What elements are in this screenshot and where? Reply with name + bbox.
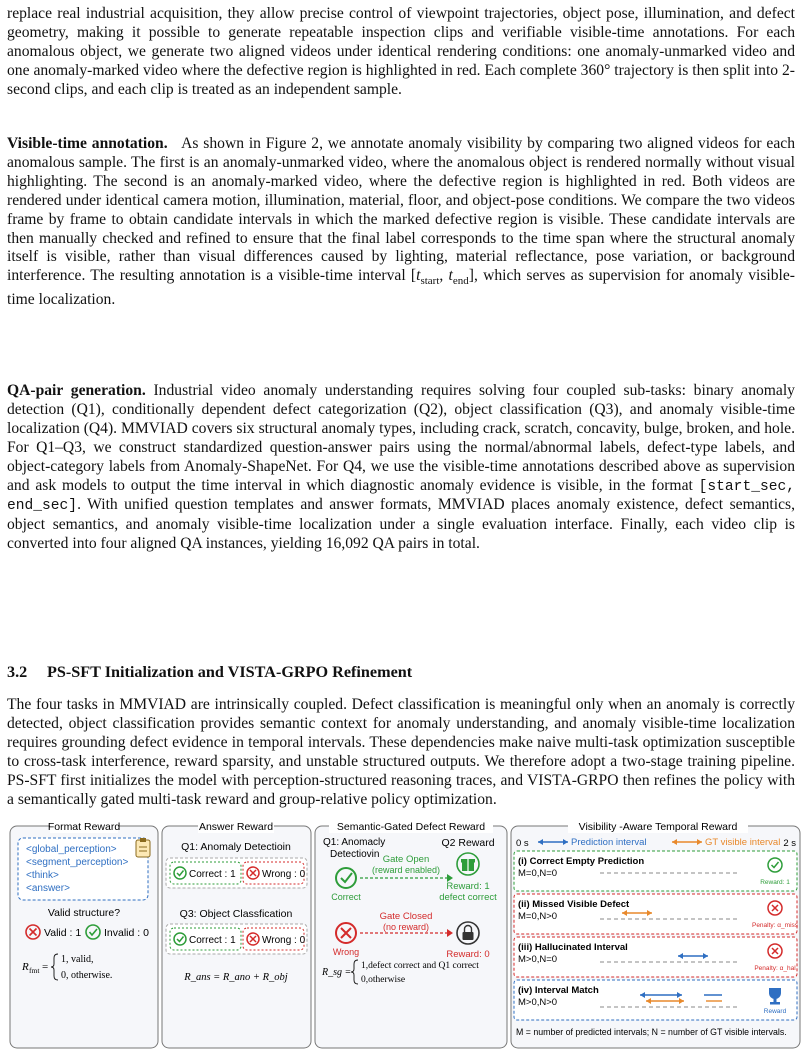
q2-reward-label: Q2 Reward bbox=[441, 837, 495, 849]
svg-text:fmt: fmt bbox=[29, 966, 40, 975]
svg-text:(iv) Interval Match: (iv) Interval Match bbox=[518, 985, 599, 996]
q3-wrong-label: Wrong : 0 bbox=[262, 935, 306, 946]
reward-one-sub: defect correct bbox=[439, 892, 497, 903]
svg-text:0,otherwise: 0,otherwise bbox=[361, 975, 406, 985]
svg-text:(i) Correct Empty Prediction: (i) Correct Empty Prediction bbox=[518, 856, 645, 867]
format-reward-title: Format Reward bbox=[47, 821, 121, 833]
temporal-footnote: M = number of predicted intervals; N = number of GT visible intervals. bbox=[516, 1027, 787, 1037]
run-in-heading: QA-pair generation. bbox=[7, 382, 146, 399]
case-hallucinated bbox=[514, 937, 797, 977]
svg-text:M=0,N>0: M=0,N>0 bbox=[518, 911, 558, 922]
q3-object-classification: Q3: Object Classfication bbox=[179, 908, 293, 920]
temporal-reward-panel bbox=[511, 817, 800, 1048]
trophy-icon bbox=[769, 988, 781, 1005]
reward-figure bbox=[0, 794, 808, 1056]
tag-segment-perception: <segment_perception> bbox=[26, 857, 129, 868]
q1-correct-label: Correct : 1 bbox=[189, 869, 236, 880]
svg-text:GT visible interval: GT visible interval bbox=[705, 837, 781, 848]
time-start-label: 0 s bbox=[516, 838, 529, 849]
semantic-gated-title: Semantic-Gated Defect Reward bbox=[336, 821, 486, 833]
answer-reward-formula: R_ans = R_ano + R_obj bbox=[184, 972, 288, 983]
svg-text:(ii) Missed Visible Defect: (ii) Missed Visible Defect bbox=[518, 899, 630, 910]
valid-structure-question: Valid structure? bbox=[47, 907, 121, 919]
gated-q1-label-2: Detectiovin bbox=[330, 849, 380, 860]
gate-open-sub: (reward enabled) bbox=[371, 865, 441, 875]
q1-anomaly-detection: Q1: Anomaly Detectioin bbox=[181, 841, 291, 853]
tag-think: <think> bbox=[26, 870, 59, 881]
format-code: [start_sec, end_sec] bbox=[7, 478, 795, 515]
gate-closed-sub: (no reward) bbox=[382, 922, 430, 932]
gate-open-label: Gate Open bbox=[382, 854, 430, 865]
svg-text:Prediction interval: Prediction interval bbox=[571, 837, 647, 848]
section-heading bbox=[7, 663, 795, 682]
q1-wrong-label: Wrong : 0 bbox=[262, 869, 306, 880]
invalid-label: Invalid : 0 bbox=[104, 927, 149, 939]
case-correct-empty bbox=[514, 851, 797, 891]
svg-text:1,defect correct and Q1 correc: 1,defect correct and Q1 correct bbox=[361, 961, 479, 971]
reward-zero-label: Reward: 0 bbox=[446, 949, 490, 960]
svg-text:M>0,N>0: M>0,N>0 bbox=[518, 997, 558, 1008]
svg-text:M=0,N=0: M=0,N=0 bbox=[518, 868, 558, 879]
svg-text:R: R bbox=[22, 961, 29, 973]
paragraph-two-stage: The four tasks in MMVIAD are intrinsically coupled. Defect classification is meaningful only when an anomaly is correctly detected, object classification provides semantic context for anomaly understanding, and anomaly visible-time localization requires grounding defect evidence in temporal intervals. These dependencies make naive multi-task optimization susceptible to cross-task interference, reward sparsity, and unstable structured outputs. We therefore adopt a two-stage training pipeline. PS-SFT first initializes the model with perception-structured reasoning traces, and VISTA-GRPO then refines the policy with a semantically gated multi-task reward and group-relative policy optimization. bbox=[7, 696, 795, 808]
section-title: PS-SFT Initialization and VISTA-GRPO Refinement bbox=[47, 663, 413, 681]
svg-text:=: = bbox=[42, 961, 49, 973]
svg-text:R_sg =: R_sg = bbox=[322, 967, 352, 978]
wrong-label: Wrong bbox=[332, 947, 360, 957]
semantic-gated-panel bbox=[315, 817, 507, 1048]
paragraph-intro-continued: replace real industrial acquisition, they allow precise control of viewpoint trajectories, object pose, illumination, and defect geometry, making it possible to generate repeatable inspection clips and verifiable visible-time annotations. For each anomalous object, we generate two aligned videos under identical rendering conditions: one anomaly-unmarked video and one anomaly-marked video where the defective region is highlighted in red. Each complete 360° trajectory is then split into 2-second clips, and each clip is treated as an independent sample. bbox=[7, 5, 795, 98]
answer-reward-title: Answer Reward bbox=[198, 821, 274, 833]
gate-closed-label: Gate Closed bbox=[379, 911, 433, 922]
svg-text:Penalty: α_miss: Penalty: α_miss bbox=[751, 922, 799, 929]
valid-label: Valid : 1 bbox=[44, 927, 82, 939]
tag-answer: <answer> bbox=[26, 883, 70, 894]
svg-text:Reward: Reward bbox=[763, 1008, 787, 1015]
answer-reward-panel bbox=[162, 817, 311, 1048]
svg-text:1, valid,: 1, valid, bbox=[61, 954, 94, 965]
case-missed-visible bbox=[514, 894, 799, 934]
reward-one-label: Reward: 1 bbox=[446, 881, 490, 892]
paragraph-qa-pair: QA-pair generation. Industrial video anomaly understanding requires solving four coupled sub-tasks: binary anomaly detection (Q1), conditionally dependent defect categorization (Q2), object classification (Q3), and anomaly visible-time localization (Q4). MMVIAD covers six structural anomaly types, including crack, scratch, concavity, bulge, broken, and hole. For Q1–Q3, we construct standardized question-answer pairs using the normal/abnormal labels, defect-type labels, and object-category labels from Anomaly-ShapeNet. For Q4, we use the visible-time annotations described above as supervision and ask models to output the time interval in which diagnostic anomaly evidence is visible, in the format [start_sec, end_sec]. With unified question templates and answer formats, MMVIAD places anomaly existence, defect semantics, object semantics, and anomaly visible-time localization under a single evaluation interface. Finally, each video clip is converted into four aligned QA instances, yielding 16,092 QA pairs in total. bbox=[7, 382, 795, 553]
svg-text:0, otherwise.: 0, otherwise. bbox=[61, 970, 113, 981]
q3-correct-label: Correct : 1 bbox=[189, 935, 236, 946]
paragraph-visible-time: Visible-time annotation. As shown in Figure 2, we annotate anomaly visibility by comparing two aligned videos for each anomalous sample. The first is an anomaly-unmarked video, where the anomalous object is rendered normally without visual highlighting. The second is an anomaly-marked video, where the defective region is highlighted in red. Both videos are rendered under identical camera motion, illumination, material, floor, and object-pose conditions. We compare the two videos frame by frame to obtain candidate intervals in which the marked defective region is visible. These candidate intervals are then manually checked and refined to ensure that the final label corresponds to the time span where the structural anomaly itself is visible, rather than visual differences caused by lighting, material reflectance, pose variation, or background interference. The resulting annotation is a visible-time interval [$t_{start}$, $t_{end}$], which serves as supervision for anomaly visible-time localization. bbox=[7, 135, 795, 309]
svg-text:Penalty: α_hal: Penalty: α_hal bbox=[754, 965, 796, 972]
correct-label: Correct bbox=[331, 892, 361, 902]
svg-text:M>0,N=0: M>0,N=0 bbox=[518, 954, 558, 965]
case-interval-match bbox=[514, 980, 797, 1020]
svg-text:(iii) Hallucinated Interval: (iii) Hallucinated Interval bbox=[518, 942, 628, 953]
time-end-label: 2 s bbox=[783, 838, 796, 849]
run-in-heading: Visible-time annotation. bbox=[7, 135, 168, 152]
format-reward-panel bbox=[10, 817, 158, 1048]
clipboard-icon bbox=[136, 838, 150, 857]
math-interval: [$t_{start}$, $t_{end}$] bbox=[410, 267, 474, 288]
gated-q1-label: Q1: Anomacly bbox=[323, 837, 386, 848]
tag-global-perception: <global_perception> bbox=[26, 844, 117, 855]
section-number: 3.2 bbox=[7, 663, 28, 681]
svg-text:Reward: 1: Reward: 1 bbox=[760, 879, 790, 886]
temporal-reward-title: Visibility -Aware Temporal Reward bbox=[578, 821, 738, 833]
